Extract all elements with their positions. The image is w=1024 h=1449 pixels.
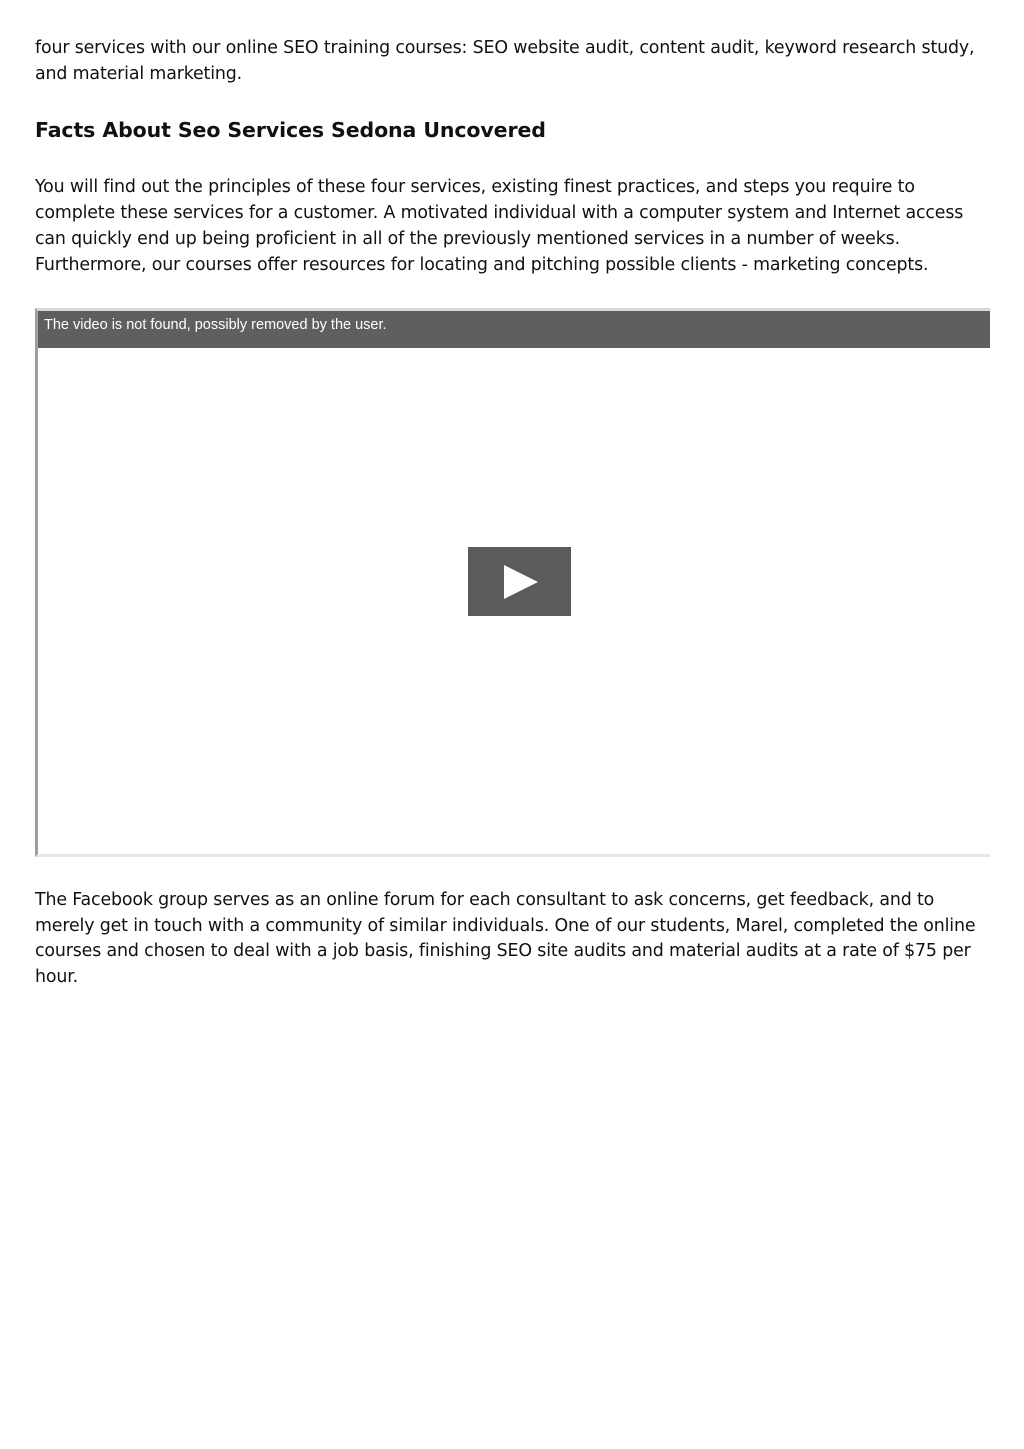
closing-paragraph: The Facebook group serves as an online forum for each consultant to ask concerns, get feedback, and to merely get in touch with a community of similar individuals. One of our students, Marel, completed the online courses and chosen to deal with a job basis, finishing SEO site audits and material audits at a rate of $75 per hour.	[35, 890, 976, 988]
play-icon	[500, 562, 540, 602]
section-heading: Facts About Seo Services Sedona Uncovered	[35, 118, 546, 143]
body-paragraph: You will find out the principles of these four services, existing finest practices, and steps you require to complete these services for a customer. A motivated individual with a computer system and Internet access can quickly end up being proficient in all of the previously mentioned services in a number of weeks. Furthermore, our courses offer resources for locating and pitching possible clients - marketing concepts.	[35, 177, 964, 275]
video-error-bar	[38, 311, 990, 348]
video-error-message: The video is not found, possibly removed by the user.	[44, 317, 387, 333]
video-embed[interactable]	[35, 308, 990, 857]
intro-paragraph: four services with our online SEO training courses: SEO website audit, content audit, keyword research study, and material marketing.	[35, 38, 975, 84]
play-button[interactable]	[468, 547, 571, 616]
article	[35, 36, 990, 988]
